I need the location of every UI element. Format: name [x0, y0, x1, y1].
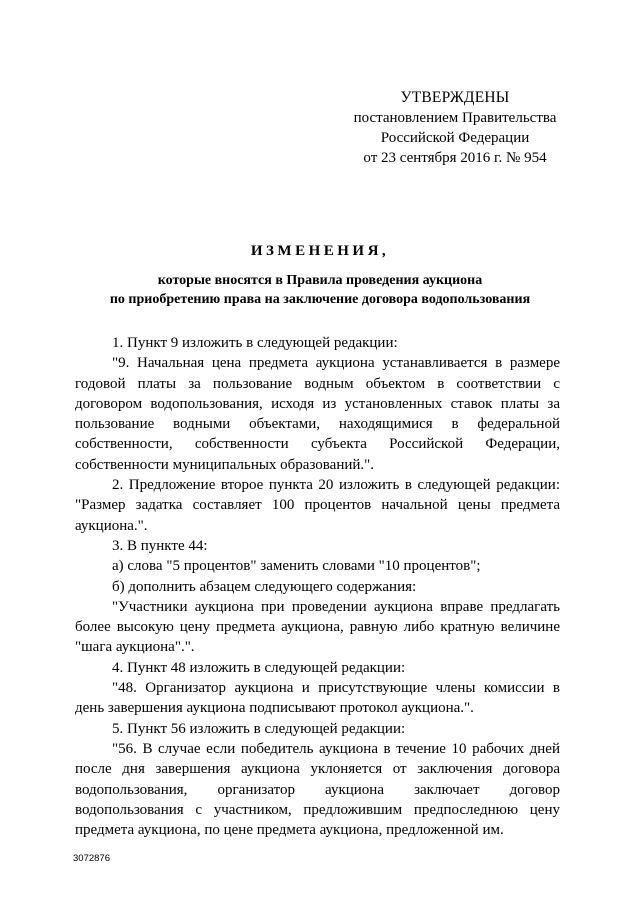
paragraph-item-4: 4. Пункт 48 изложить в следующей редакции:: [112, 659, 406, 676]
document-number: 3072876: [73, 853, 110, 864]
paragraph-item-5: 5. Пункт 56 изложить в следующей редакции:: [112, 720, 406, 737]
paragraph-item-1: 1. Пункт 9 изложить в следующей редакции:: [112, 335, 398, 351]
paragraph-clause-9: "9. Начальная цена предмета аукциона устанавливается в размере годовой платы за пользование водным объектом в соответствии с договором водопользования, исходя из установленных ставок платы за пользование водными объектами, находящимися в федеральной собственности, собственности субъекта Российской Федерации, собственности муниципальных образований.".: [75, 355, 560, 473]
paragraph-subitem-b: б) дополнить абзацем следующего содержания:: [112, 578, 417, 595]
paragraph-item-2: 2. Предложение второе пункта 20 изложить в следующей редакции: "Размер задатка составляет 100 процентов начальной цены предмета аукциона.".: [75, 477, 560, 534]
approval-line-1: постановлением Правительства: [353, 110, 557, 126]
approval-line-2: Российской Федерации: [380, 130, 530, 146]
subtitle-line-1: которые вносятся в Правила проведения аукциона: [157, 273, 483, 288]
document-title: ИЗМЕНЕНИЯ,: [250, 243, 390, 259]
approval-block: [340, 88, 570, 168]
paragraph-added-text: "Участники аукциона при проведении аукциона вправе предлагать более высокую цену предмета аукциона, равную либо кратную величине "шага аукциона".".: [75, 598, 560, 656]
approval-heading: УТВЕРЖДЕНЫ: [400, 89, 510, 106]
paragraph-clause-48: "48. Организатор аукциона и присутствующие члены комиссии в день завершения аукциона подписывают протокол аукциона.".: [75, 680, 560, 717]
approval-line-3: от 23 сентября 2016 г. № 954: [363, 150, 547, 166]
document-body: [75, 333, 560, 840]
paragraph-item-3: 3. В пункте 44:: [112, 537, 208, 554]
document-subtitle: [0, 271, 640, 309]
subtitle-line-2: по приобретению права на заключение договора водопользования: [109, 292, 531, 307]
paragraph-clause-56: "56. В случае если победитель аукциона в течение 10 рабочих дней после дня завершения аукциона уклоняется от заключения договора водопользования, организатор аукциона заключает договор водопользования с участником, предложившим предпоследнюю цену предмета аукциона, по цене предмета аукциона, предложенной им.: [75, 740, 560, 839]
paragraph-subitem-a: а) слова "5 процентов" заменить словами "10 процентов";: [112, 558, 481, 575]
